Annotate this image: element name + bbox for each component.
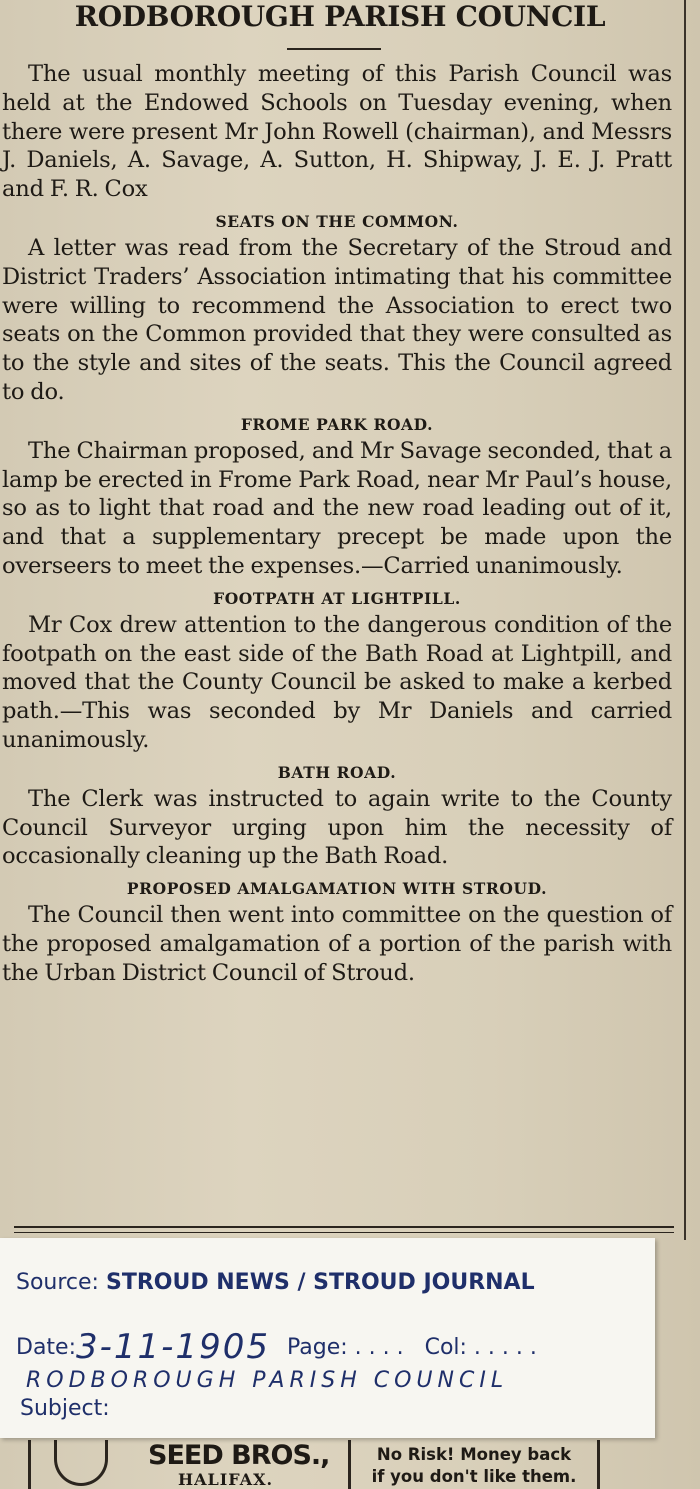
label-date-row bbox=[16, 1327, 537, 1367]
article-body bbox=[2, 60, 672, 988]
section-paragraph: The Council then went into committee on the question of the proposed amalgamation of a portion of the parish with the Urban District Council of Stroud. bbox=[2, 902, 672, 986]
ad-guarantee-line1: No Risk! Money back bbox=[376, 1445, 572, 1464]
article-end-rule-thin bbox=[14, 1232, 674, 1233]
intro-paragraph: The usual monthly meeting of this Parish Council was held at the Endowed Schools on Tuesday evening, when there were present Mr John Rowell (chairman), and Messrs J. Daniels, A. Savage, A. Sutton, H. Shipway, J. E. J. Pratt and F. R. Cox bbox=[2, 61, 672, 203]
label-subject-handwritten: RODBOROUGH PARISH COUNCIL bbox=[26, 1368, 509, 1393]
ad-city: HALIFAX. bbox=[178, 1470, 274, 1489]
advertisement bbox=[28, 1440, 648, 1489]
section-heading: BATH ROAD. bbox=[277, 762, 397, 782]
article-headline: RODBOROUGH PARISH COUNCIL bbox=[74, 0, 606, 33]
ad-guarantee-line2: if you don't like them. bbox=[371, 1467, 577, 1486]
label-source-caption: Source: bbox=[16, 1270, 99, 1295]
article-end-rule bbox=[14, 1226, 674, 1228]
section-heading: FROME PARK ROAD. bbox=[240, 414, 434, 434]
section-heading: SEATS ON THE COMMON. bbox=[215, 211, 459, 231]
archive-label bbox=[0, 1238, 655, 1438]
ad-border bbox=[28, 1440, 31, 1489]
section-heading: PROPOSED AMALGAMATION WITH STROUD. bbox=[126, 879, 548, 899]
label-col-caption: Col: . . . . . bbox=[424, 1335, 537, 1360]
label-source-value: STROUD NEWS / STROUD JOURNAL bbox=[105, 1270, 535, 1295]
section-paragraph: The Clerk was instructed to again write to the County Council Surveyor urging upon him the necessity of occasionally cleaning up the Bath Road. bbox=[2, 785, 672, 870]
label-page-caption: Page: . . . . bbox=[286, 1335, 404, 1360]
ad-guarantee-box bbox=[348, 1440, 600, 1489]
label-source-row bbox=[16, 1270, 535, 1295]
label-date-handwritten: 3-11-1905 bbox=[76, 1327, 270, 1367]
label-subject-caption: Subject: bbox=[20, 1396, 110, 1421]
section-heading: FOOTPATH AT LIGHTPILL. bbox=[213, 588, 461, 608]
label-date-caption: Date: bbox=[16, 1335, 76, 1360]
section-paragraph: The Chairman proposed, and Mr Savage seconded, that a lamp be erected in Frome Park Road, near Mr Paul’s house, so as to light that road and the new road leading out of it, and that a supplementary precept be made upon the overseers to meet the expenses.—Carried unanimously. bbox=[2, 437, 672, 579]
ad-logo-icon bbox=[54, 1440, 108, 1486]
headline-rule bbox=[287, 48, 381, 50]
column-rule bbox=[684, 0, 686, 1240]
section-paragraph: Mr Cox drew attention to the dangerous condition of the footpath on the east side of the Bath Road at Lightpill, and moved that the County Council be asked to make a kerbed path.—This was seconded by Mr Daniels and carried unanimously. bbox=[2, 611, 672, 753]
ad-company-name: SEED BROS., bbox=[148, 1440, 330, 1471]
section-paragraph: A letter was read from the Secretary of the Stroud and District Traders’ Association intimating that his committee were willing to recommend the Association to erect two seats on the Common provided that they were consulted as to the style and sites of the seats. This the Council agreed to do. bbox=[2, 234, 672, 405]
